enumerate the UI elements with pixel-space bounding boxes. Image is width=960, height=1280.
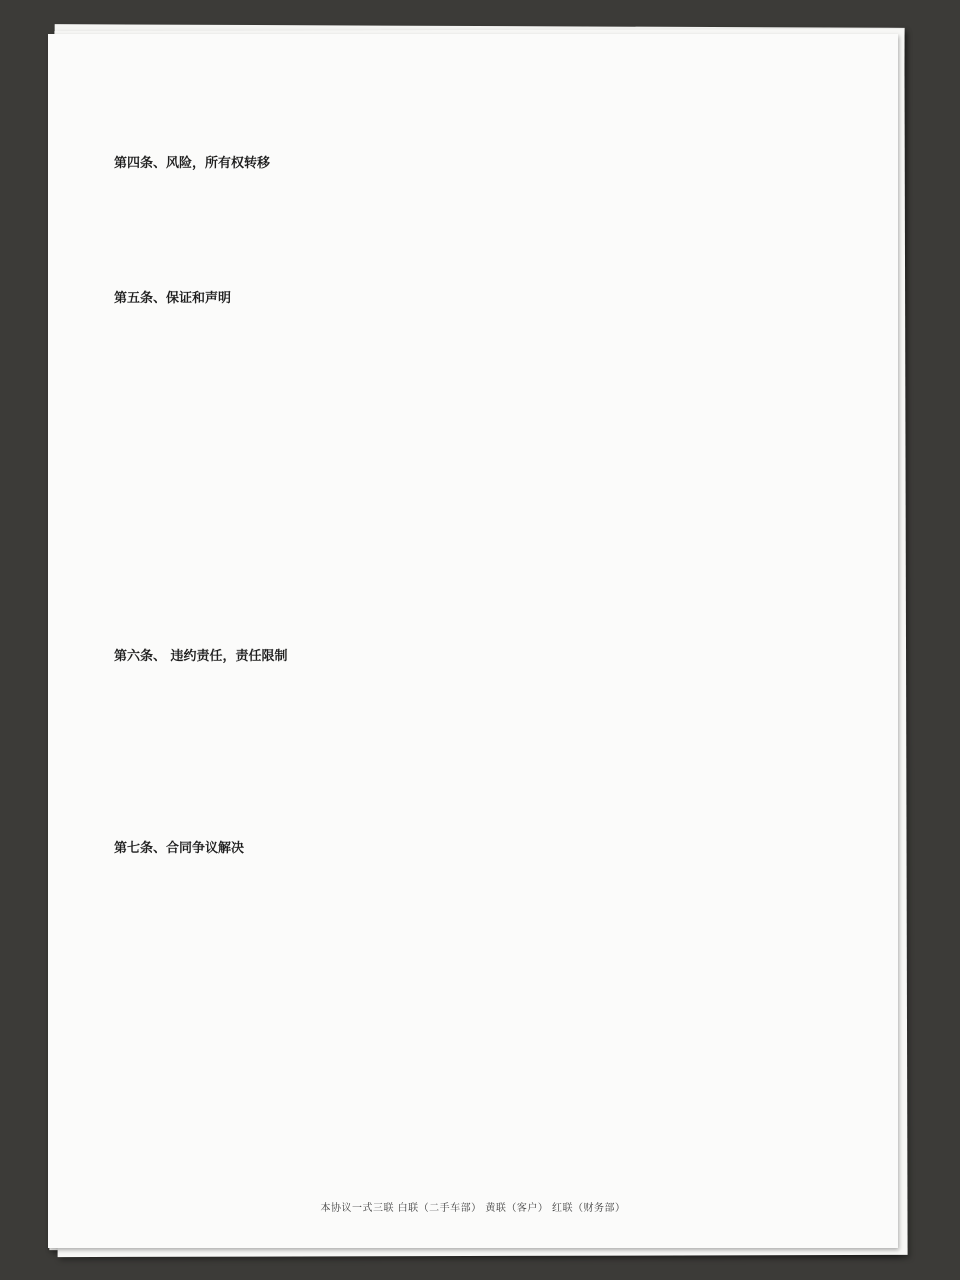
page-footer: 本协议一式三联 白联（二手车部） 黄联（客户） 红联（财务部） (320, 1203, 626, 1214)
contract-page (48, 34, 898, 1248)
section-4-title: 第四条、风险，所有权转移 (114, 156, 271, 171)
section-6-title: 第六条、 违约责任，责任限制 (114, 649, 288, 664)
contract-body (48, 34, 898, 1248)
section-5-title: 第五条、保证和声明 (114, 291, 232, 306)
section-7-title: 第七条、合同争议解决 (114, 841, 245, 856)
